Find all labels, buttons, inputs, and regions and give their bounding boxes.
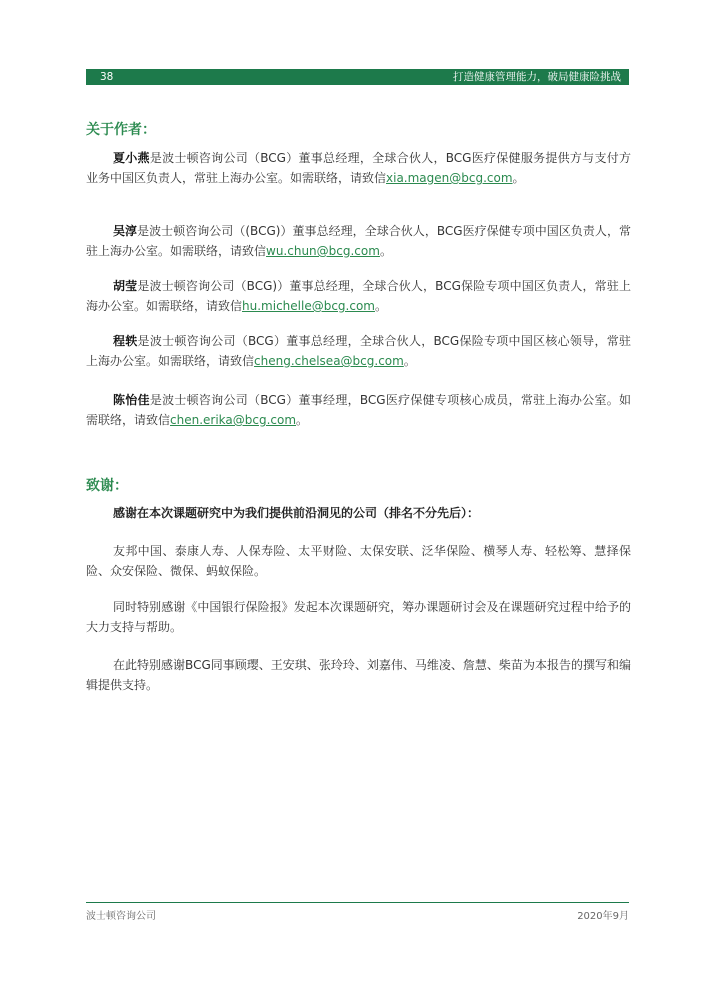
author-entry-end: 。 [379,244,392,258]
author-name: 程轶 [113,334,138,348]
footer-divider [86,902,629,903]
authors-heading: 关于作者： [86,122,156,138]
author-name: 夏小燕 [113,151,150,165]
author-entry [86,331,631,371]
thanks-heading: 致谢： [86,478,128,494]
author-name: 胡莹 [113,279,138,293]
thanks-colleagues: 在此特别感谢BCG同事顾璎、王安琪、张玲玲、刘嘉伟、马维凌、詹慧、柴苗为本报告的撰写和编辑提供支持。 [86,658,631,692]
author-entry [86,148,631,188]
author-entry-end: 。 [403,354,416,368]
report-title: 打造健康管理能力，破局健康险挑战 [453,71,621,83]
page-header-bar [86,69,629,85]
author-entry [86,221,631,261]
footer-date: 2020年9月 [577,911,629,922]
thanks-intro: 感谢在本次课题研究中为我们提供前沿洞见的公司（排名不分先后）： [113,506,480,520]
thanks-bank: 同时特别感谢《中国银行保险报》发起本次课题研究，筹办课题研讨会及在课题研究过程中给予的大力支持与帮助。 [86,600,631,634]
footer-company: 波士顿咨询公司 [86,911,156,922]
author-bio: 是波士顿咨询公司（BCG）董事总经理，全球合伙人，BCG保险专项中国区核心领导，常驻上海办公室。如需联络，请致信 [86,334,631,368]
author-name: 陈怡佳 [113,393,150,407]
author-entry [86,276,631,316]
author-bio: 是波士顿咨询公司（(BCG)）董事总经理，全球合伙人，BCG医疗保健专项中国区负责人，常驻上海办公室。如需联络，请致信 [86,224,631,258]
author-email-link[interactable]: cheng.chelsea@bcg.com [254,354,404,368]
author-email-link[interactable]: wu.chun@bcg.com [266,244,380,258]
page-number: 38 [100,71,114,83]
author-entry-end: 。 [512,171,525,185]
author-bio: 是波士顿咨询公司（BCG）董事总经理，全球合伙人，BCG医疗保健服务提供方与支付方业务中国区负责人，常驻上海办公室。如需联络，请致信 [86,151,631,185]
thanks-companies: 友邦中国、泰康人寿、人保寿险、太平财险、太保安联、泛华保险、横琴人寿、轻松筹、慧择保险、众安保险、微保、蚂蚁保险。 [86,544,631,578]
author-email-link[interactable]: chen.erika@bcg.com [170,413,297,427]
author-entry [86,390,631,430]
author-entry-end: 。 [374,299,387,313]
author-email-link[interactable]: xia.magen@bcg.com [386,171,513,185]
author-bio: 是波士顿咨询公司（BCG)）董事总经理，全球合伙人，BCG保险专项中国区负责人，常驻上海办公室。如需联络，请致信 [86,279,631,313]
author-bio: 是波士顿咨询公司（BCG）董事经理，BCG医疗保健专项核心成员，常驻上海办公室。如需联络，请致信 [86,393,631,427]
author-email-link[interactable]: hu.michelle@bcg.com [242,299,375,313]
author-entry-end: 。 [296,413,309,427]
author-name: 吴淳 [113,224,138,238]
